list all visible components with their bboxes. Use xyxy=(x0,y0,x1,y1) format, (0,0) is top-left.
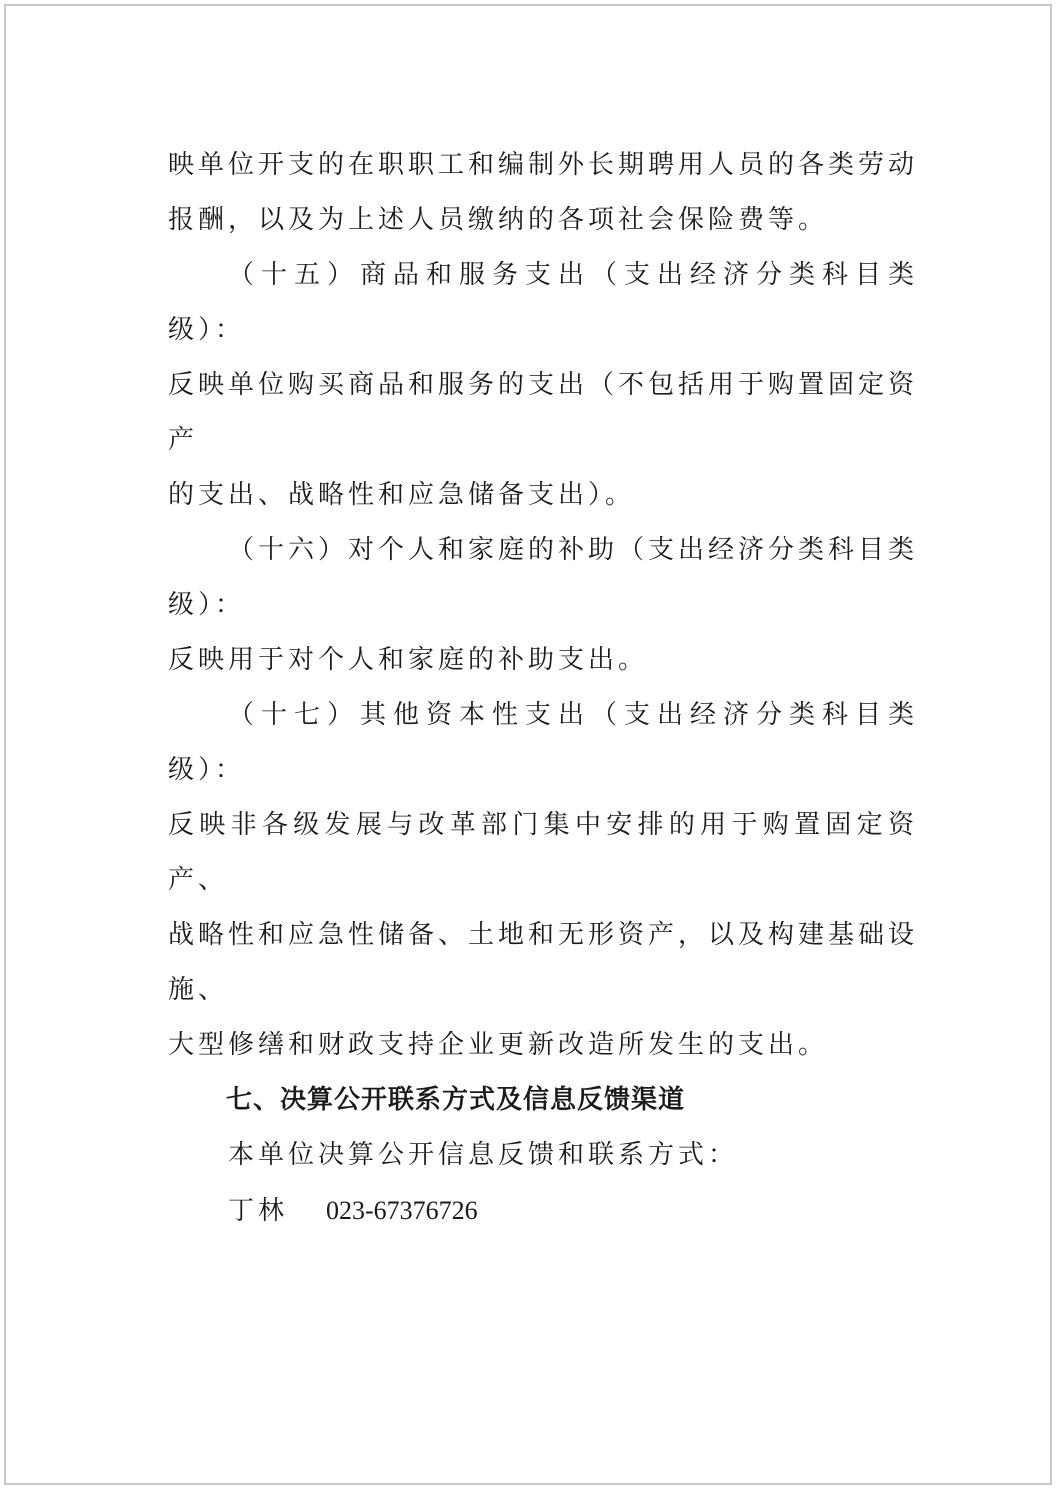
contact-intro: 本单位决算公开信息反馈和联系方式： xyxy=(228,1140,739,1170)
text-line: 的支出、战略性和应急储备支出）。 xyxy=(168,480,636,510)
text-line: 反映用于对个人和家庭的补助支出。 xyxy=(168,645,649,675)
text-line: 反映非各级发展与改革部门集中安排的用于购置固定资产、 xyxy=(168,810,918,895)
text-line: （十五）商品和服务支出（支出经济分类科目类级）： xyxy=(168,260,918,345)
paragraph-household-subsidy xyxy=(168,523,918,688)
contact-name: 丁林 xyxy=(228,1196,289,1226)
paragraph-other-capital xyxy=(168,688,918,1073)
text-line: （十六）对个人和家庭的补助（支出经济分类科目类级）： xyxy=(168,535,919,620)
text-line: 反映单位购买商品和服务的支出（不包括用于购置固定资产 xyxy=(168,370,919,455)
text-line: 战略性和应急性储备、土地和无形资产，以及构建基础设施、 xyxy=(168,920,919,1005)
text-line: 映单位开支的在职职工和编制外长期聘用人员的各类劳动 xyxy=(168,150,919,180)
section-heading: 七、决算公开联系方式及信息反馈渠道 xyxy=(226,1085,686,1115)
text-line: 大型修缮和财政支持企业更新改造所发生的支出。 xyxy=(168,1030,829,1060)
contact-phone: 023-67376726 xyxy=(326,1196,478,1225)
paragraph-labor-compensation xyxy=(168,138,918,248)
paragraph-goods-services xyxy=(168,248,918,523)
document-body xyxy=(168,138,918,1239)
text-line: （十七）其他资本性支出（支出经济分类科目类级）： xyxy=(168,700,918,785)
text-line: 报酬，以及为上述人员缴纳的各项社会保险费等。 xyxy=(168,205,829,235)
contact-line xyxy=(168,1183,918,1239)
document-page xyxy=(4,4,1052,1485)
